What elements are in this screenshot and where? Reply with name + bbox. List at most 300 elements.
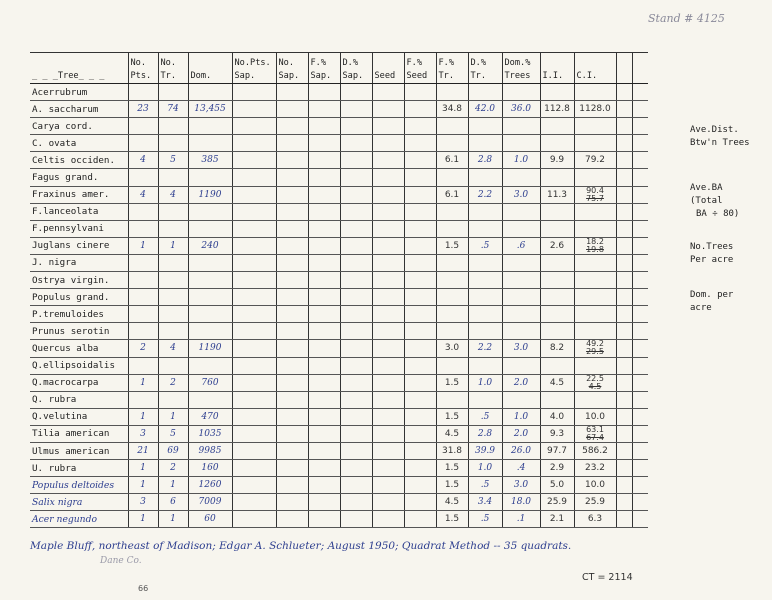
cell-pts [128,323,158,340]
cell-dom [188,391,232,408]
cell-d-sap [340,101,372,118]
cell-d-tr [468,323,502,340]
cell-d-sap [340,203,372,220]
cell-d-sap [340,84,372,101]
cell-f-tr [436,135,468,152]
cell-no-sap [276,169,308,186]
cell-blank-1 [616,340,632,357]
cell-f-sap [308,289,340,306]
cell-no-pts-sap [232,289,276,306]
cell-ci: 79.2 [574,152,616,169]
tree-name: Prunus serotin [30,323,128,340]
cell-blank-2 [632,101,648,118]
tree-name: Acer negundo [30,511,128,528]
cell-seed [372,203,404,220]
cell-tr [158,118,188,135]
cell-f-tr: 1.5 [436,408,468,425]
cell-tr [158,357,188,374]
cell-tr: 1 [158,237,188,254]
tree-name: Ostrya virgin. [30,272,128,289]
table-row [30,391,648,408]
tree-name: C. ovata [30,135,128,152]
cell-dom-trees: 26.0 [502,442,540,459]
ci-revised-value: 49.2 [586,339,604,349]
cell-no-sap [276,425,308,442]
cell-dom: 240 [188,237,232,254]
table-row [30,442,648,459]
cell-no-pts-sap [232,169,276,186]
cell-f-seed [404,101,436,118]
cell-pts: 1 [128,237,158,254]
cell-ii [540,272,574,289]
cell-f-seed [404,118,436,135]
cell-pts [128,391,158,408]
table-row [30,101,648,118]
cell-blank-1 [616,254,632,271]
cell-d-tr: .5 [468,477,502,494]
tree-name: F.pennsylvani [30,220,128,237]
cell-f-sap [308,340,340,357]
cell-tr [158,323,188,340]
cell-seed [372,425,404,442]
cell-ii: 9.3 [540,425,574,442]
cell-pts: 1 [128,511,158,528]
cell-f-tr: 31.8 [436,442,468,459]
header-f-tr: F.% Tr. [436,53,468,84]
cell-tr: 1 [158,511,188,528]
cell-tr [158,306,188,323]
cell-dom [188,118,232,135]
cell-dom-trees [502,135,540,152]
cell-seed [372,442,404,459]
cell-seed [372,306,404,323]
cell-tr: 74 [158,101,188,118]
cell-no-sap [276,135,308,152]
cell-blank-2 [632,289,648,306]
table-row [30,237,648,254]
cell-ci [574,357,616,374]
cell-dom-trees: 36.0 [502,101,540,118]
tree-name: Ulmus american [30,442,128,459]
cell-blank-1 [616,511,632,528]
cell-ci [574,237,616,254]
cell-ci [574,340,616,357]
cell-d-sap [340,237,372,254]
cell-dom-trees: .1 [502,511,540,528]
cell-d-tr [468,203,502,220]
cell-dom-trees [502,169,540,186]
cell-dom-trees: 3.0 [502,186,540,203]
cell-blank-1 [616,323,632,340]
cell-dom-trees [502,357,540,374]
tree-name: Populus grand. [30,289,128,306]
cell-no-pts-sap [232,84,276,101]
cell-blank-2 [632,169,648,186]
cell-ci [574,306,616,323]
cell-blank-1 [616,186,632,203]
cell-ci [574,323,616,340]
cell-no-sap [276,306,308,323]
cell-d-tr [468,391,502,408]
cell-no-pts-sap [232,254,276,271]
cell-d-sap [340,494,372,511]
cell-no-sap [276,340,308,357]
cell-blank-1 [616,289,632,306]
cell-dom-trees: 2.0 [502,425,540,442]
cell-d-sap [340,374,372,391]
table-row [30,135,648,152]
cell-ii [540,323,574,340]
footer-notes: Maple Bluff, northeast of Madison; Edgar A. Schlueter; August 1950; Quadrat Method -- 35 quadrats. [30,540,572,552]
cell-d-sap [340,272,372,289]
cell-ii: 2.9 [540,460,574,477]
cell-d-tr: 42.0 [468,101,502,118]
cell-dom [188,306,232,323]
tree-name: Fraxinus amer. [30,186,128,203]
cell-ci [574,254,616,271]
tree-name: Populus deltoides [30,477,128,494]
cell-blank-2 [632,84,648,101]
cell-pts: 4 [128,186,158,203]
cell-no-sap [276,84,308,101]
cell-blank-1 [616,118,632,135]
cell-no-pts-sap [232,323,276,340]
cell-d-sap [340,408,372,425]
cell-f-seed [404,442,436,459]
cell-f-seed [404,460,436,477]
cell-f-tr: 34.8 [436,101,468,118]
cell-ii: 4.0 [540,408,574,425]
cell-ii: 97.7 [540,442,574,459]
table-row [30,272,648,289]
cell-no-sap [276,101,308,118]
cell-d-sap [340,391,372,408]
cell-seed [372,477,404,494]
cell-no-sap [276,152,308,169]
cell-pts [128,135,158,152]
side-label-no-trees: No.Trees Per acre [690,242,734,265]
cell-d-tr: 1.0 [468,460,502,477]
cell-dom [188,323,232,340]
cell-pts [128,84,158,101]
cell-f-sap [308,272,340,289]
tree-name: Q.macrocarpa [30,374,128,391]
cell-blank-1 [616,374,632,391]
cell-f-sap [308,511,340,528]
cell-ii [540,135,574,152]
cell-no-sap [276,254,308,271]
cell-f-tr: 1.5 [436,460,468,477]
header-tr: No. Tr. [158,53,188,84]
cell-blank-1 [616,152,632,169]
cell-tr: 1 [158,477,188,494]
cell-f-tr [436,169,468,186]
cell-f-sap [308,425,340,442]
cell-d-tr [468,84,502,101]
cell-pts [128,357,158,374]
cell-seed [372,237,404,254]
cell-d-tr [468,135,502,152]
cell-ii [540,306,574,323]
cell-f-sap [308,408,340,425]
cell-no-pts-sap [232,408,276,425]
cell-no-pts-sap [232,152,276,169]
cell-pts [128,203,158,220]
cell-f-sap [308,357,340,374]
cell-dom: 9985 [188,442,232,459]
cell-f-seed [404,203,436,220]
cell-f-seed [404,152,436,169]
cell-dom [188,272,232,289]
header-ci: C.I. [574,53,616,84]
cell-dom-trees: 3.0 [502,477,540,494]
cell-dom-trees [502,289,540,306]
table-row [30,220,648,237]
header-no-pts-sap: No.Pts. Sap. [232,53,276,84]
cell-pts: 3 [128,494,158,511]
cell-no-pts-sap [232,494,276,511]
cell-d-sap [340,340,372,357]
cell-dom: 1035 [188,425,232,442]
tree-name: Juglans cinere [30,237,128,254]
cell-f-tr [436,203,468,220]
cell-blank-2 [632,186,648,203]
table-row [30,511,648,528]
tree-name: J. nigra [30,254,128,271]
side-label-ave-dist: Ave.Dist. Btw'n Trees [690,125,750,148]
tree-name: Quercus alba [30,340,128,357]
cell-d-sap [340,425,372,442]
cell-seed [372,84,404,101]
cell-pts: 1 [128,408,158,425]
ci-revised-value: 90.4 [586,186,604,195]
cell-ci [574,135,616,152]
cell-ci [574,169,616,186]
cell-d-sap [340,442,372,459]
cell-seed [372,272,404,289]
cell-pts [128,289,158,306]
cell-no-pts-sap [232,272,276,289]
cell-pts [128,306,158,323]
cell-f-tr [436,254,468,271]
cell-f-sap [308,152,340,169]
tree-rows [30,84,648,528]
cell-f-seed [404,186,436,203]
cell-ii [540,254,574,271]
cell-blank-1 [616,357,632,374]
cell-d-sap [340,220,372,237]
cell-blank-2 [632,118,648,135]
cell-f-sap [308,237,340,254]
cell-f-tr: 1.5 [436,477,468,494]
cell-d-sap [340,152,372,169]
cell-blank-1 [616,442,632,459]
cell-f-sap [308,203,340,220]
cell-f-seed [404,169,436,186]
cell-blank-2 [632,203,648,220]
cell-dom: 760 [188,374,232,391]
cell-d-sap [340,460,372,477]
cell-seed [372,323,404,340]
cell-no-pts-sap [232,186,276,203]
header-seed: Seed [372,53,404,84]
cell-blank-1 [616,477,632,494]
cell-blank-1 [616,169,632,186]
cell-f-tr: 1.5 [436,374,468,391]
header-dom-trees: Dom.% Trees [502,53,540,84]
table-row [30,186,648,203]
cell-ci: 586.2 [574,442,616,459]
cell-f-sap [308,118,340,135]
table-row [30,169,648,186]
header-d-sap: D.% Sap. [340,53,372,84]
cell-tr [158,272,188,289]
cell-ii: 5.0 [540,477,574,494]
cell-no-pts-sap [232,442,276,459]
cell-d-sap [340,511,372,528]
cell-blank-2 [632,391,648,408]
tree-tally-table [30,52,648,528]
cell-d-sap [340,306,372,323]
cell-ci [574,203,616,220]
cell-blank-2 [632,323,648,340]
cell-dom [188,203,232,220]
cell-no-pts-sap [232,135,276,152]
cell-f-tr: 6.1 [436,152,468,169]
cell-no-pts-sap [232,357,276,374]
tree-name: U. rubra [30,460,128,477]
cell-f-seed [404,340,436,357]
cell-seed [372,135,404,152]
cell-d-tr: .5 [468,408,502,425]
cell-ii: 11.3 [540,186,574,203]
table-row [30,477,648,494]
cell-dom: 60 [188,511,232,528]
cell-f-tr: 3.0 [436,340,468,357]
tree-name: Celtis occiden. [30,152,128,169]
cell-f-tr [436,391,468,408]
cell-ci: 1128.0 [574,101,616,118]
cell-blank-2 [632,477,648,494]
cell-no-pts-sap [232,425,276,442]
cell-f-sap [308,374,340,391]
cell-f-sap [308,254,340,271]
table-row [30,408,648,425]
cell-no-sap [276,203,308,220]
cell-seed [372,289,404,306]
cell-d-sap [340,357,372,374]
table-row [30,460,648,477]
cell-blank-2 [632,220,648,237]
cell-no-pts-sap [232,101,276,118]
cell-no-pts-sap [232,306,276,323]
cell-ii: 112.8 [540,101,574,118]
cell-blank-2 [632,135,648,152]
cell-seed [372,460,404,477]
cell-f-sap [308,460,340,477]
cell-f-tr [436,323,468,340]
cell-f-sap [308,186,340,203]
cell-d-tr: 39.9 [468,442,502,459]
cell-blank-2 [632,340,648,357]
cell-seed [372,357,404,374]
cell-pts: 4 [128,152,158,169]
cell-no-pts-sap [232,460,276,477]
table-row [30,374,648,391]
cell-seed [372,220,404,237]
cell-d-tr: 3.4 [468,494,502,511]
cell-pts: 21 [128,442,158,459]
tree-name: Tilia american [30,425,128,442]
table-row [30,357,648,374]
cell-blank-1 [616,425,632,442]
cell-d-sap [340,169,372,186]
cell-ii: 4.5 [540,374,574,391]
cell-d-tr [468,254,502,271]
ci-struck-value: 29.5 [586,347,604,357]
cell-tr: 69 [158,442,188,459]
cell-f-sap [308,323,340,340]
cell-blank-2 [632,494,648,511]
header-ii: I.I. [540,53,574,84]
ci-struck-value: 67.4 [586,432,604,442]
cell-seed [372,169,404,186]
cell-pts [128,118,158,135]
cell-tr: 5 [158,425,188,442]
cell-f-tr [436,306,468,323]
cell-seed [372,494,404,511]
cell-no-pts-sap [232,340,276,357]
cell-dom [188,254,232,271]
cell-dom-trees [502,84,540,101]
cell-d-tr: 2.2 [468,186,502,203]
cell-dom [188,84,232,101]
cell-no-sap [276,323,308,340]
cell-pts: 1 [128,477,158,494]
cell-seed [372,152,404,169]
cell-no-sap [276,374,308,391]
cell-d-sap [340,477,372,494]
cell-dom: 1260 [188,477,232,494]
cell-d-tr: 2.8 [468,152,502,169]
cell-tr: 4 [158,340,188,357]
cell-no-sap [276,460,308,477]
cell-blank-2 [632,306,648,323]
cell-f-tr: 4.5 [436,425,468,442]
cell-f-sap [308,220,340,237]
cell-ci [574,272,616,289]
cell-dom: 470 [188,408,232,425]
tree-name: Fagus grand. [30,169,128,186]
tree-name: A. saccharum [30,101,128,118]
cell-blank-1 [616,203,632,220]
header-blank-1 [616,53,632,84]
cell-pts: 3 [128,425,158,442]
cell-pts [128,254,158,271]
cell-pts: 23 [128,101,158,118]
cell-f-tr [436,289,468,306]
cell-f-seed [404,391,436,408]
cell-dom-trees: 18.0 [502,494,540,511]
cell-no-sap [276,220,308,237]
cell-seed [372,374,404,391]
table-row [30,323,648,340]
header-no-sap: No. Sap. [276,53,308,84]
cell-ci: 10.0 [574,408,616,425]
cell-no-sap [276,442,308,459]
cell-pts [128,169,158,186]
cell-blank-1 [616,306,632,323]
